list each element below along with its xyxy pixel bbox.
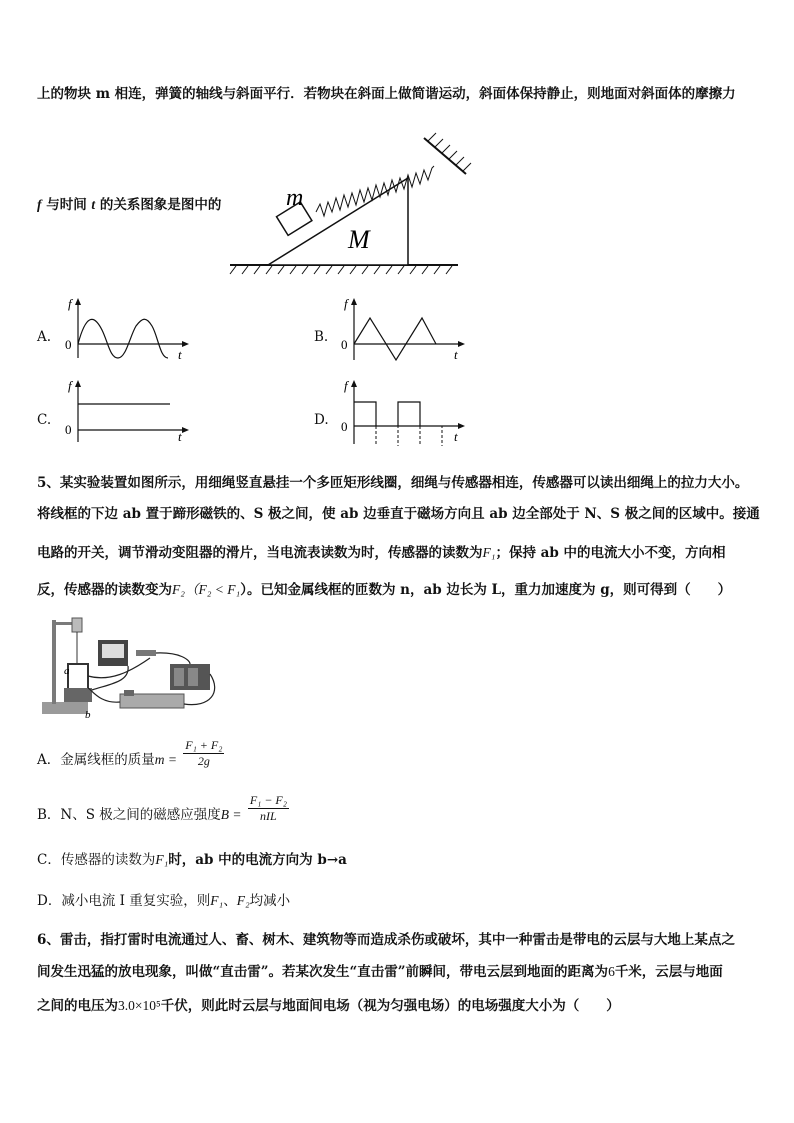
axis-zero: 0: [341, 419, 348, 434]
q5-option-d[interactable]: [37, 889, 290, 909]
lhs: B =: [220, 807, 242, 822]
axis-t: t: [178, 347, 182, 362]
q5-option-b[interactable]: [37, 793, 291, 824]
option-a-label[interactable]: A.: [37, 329, 52, 345]
axis-f: f: [344, 378, 348, 393]
text: 时，ab 中的电流方向为 b→a: [168, 852, 347, 868]
text: 千伏，则此时云层与地面间电场（视为匀强电场）的电场强度大小为（ ）: [160, 998, 620, 1014]
q6-line3: [37, 994, 620, 1014]
text: 与时间: [46, 197, 87, 213]
text: 、: [223, 893, 237, 909]
text: D．减小电流 I 重复实验，则: [37, 893, 211, 909]
q5-option-a[interactable]: [37, 738, 226, 769]
q5-option-c[interactable]: [37, 848, 347, 868]
q5-line4: [37, 578, 731, 598]
symbol-F1: F₁: [210, 893, 224, 908]
fraction: [248, 793, 289, 824]
condition: （F₂ < F₁: [184, 582, 241, 597]
axis-f: f: [68, 296, 72, 311]
axis-zero: 0: [341, 337, 348, 352]
text: ）。已知金属线框的匝数为 n，ab 边长为 L，重力加速度为 g，则可得到（ ）: [240, 582, 732, 598]
label-M: M: [348, 225, 370, 254]
label-m: m: [286, 185, 304, 211]
graph-b: [336, 296, 476, 364]
q6-line2: [37, 960, 723, 980]
graph-a: [60, 296, 200, 364]
axis-f: f: [68, 378, 72, 393]
q4-line2: [37, 193, 221, 213]
value-voltage: 3.0×10⁵: [118, 998, 161, 1013]
option-c-label[interactable]: C.: [37, 412, 52, 428]
q5-line3: [37, 541, 726, 561]
graph-d: [336, 378, 476, 446]
incline-spring-figure: [228, 118, 478, 278]
text: 电路的开关，调节滑动变阻器的滑片，当电流表读数为时，传感器的读数为: [37, 545, 483, 561]
symbol-F2: F₂: [172, 582, 185, 597]
var-t: t: [91, 197, 96, 212]
text: 均减小: [249, 893, 291, 909]
text: 之间的电压为: [37, 998, 118, 1014]
option-b-label[interactable]: B.: [314, 329, 329, 345]
axis-zero: 0: [65, 422, 72, 437]
symbol-F1: F₁: [155, 852, 169, 867]
graph-c: [60, 378, 200, 446]
numerator: F₁ − F₂: [249, 793, 287, 807]
q5-line2: 将线框的下边 ab 置于蹄形磁铁的、S 极之间，使 ab 边垂直于磁场方向且 ab 边全部处于 N、S 极之间的区域中。接通: [37, 506, 760, 522]
denominator: nIL: [260, 809, 277, 823]
fraction: [183, 738, 224, 769]
label-b: b: [85, 709, 91, 721]
text: 千米，云层与地面: [614, 964, 723, 980]
axis-f: f: [344, 296, 348, 311]
text: A．金属线框的质量: [37, 752, 155, 768]
axis-t: t: [454, 347, 458, 362]
value-distance: 6: [608, 964, 615, 979]
text: ；保持 ab 中的电流大小不变，方向相: [495, 545, 726, 561]
option-d-label[interactable]: D.: [314, 412, 329, 428]
symbol-F2: F₂: [236, 893, 250, 908]
axis-zero: 0: [65, 337, 72, 352]
symbol-F1: F₁: [482, 545, 496, 560]
text: 反，传感器的读数变为: [37, 582, 172, 598]
axis-t: t: [178, 429, 182, 444]
q5-line1: 5、某实验装置如图所示，用细绳竖直悬挂一个多匝矩形线圈，细绳与传感器相连，传感器可以读出细绳上的拉力大小。: [37, 475, 749, 491]
numerator: F₁ + F₂: [185, 738, 223, 752]
var-f: f: [37, 197, 42, 212]
apparatus-figure: [40, 612, 230, 722]
q4-line1: 上的物块 m 相连，弹簧的轴线与斜面平行．若物块在斜面上做简谐运动，斜面体保持静止，则地面对斜面体的摩擦力: [37, 86, 736, 102]
q6-line1: 6、雷击，指打雷时电流通过人、畜、树木、建筑物等而造成杀伤或破坏，其中一种雷击是带电的云层与大地上某点之: [37, 932, 735, 948]
axis-t: t: [454, 429, 458, 444]
label-a: a: [64, 665, 70, 677]
text: 的关系图象是图中的: [99, 197, 222, 213]
text: C．传感器的读数为: [37, 852, 156, 868]
denominator: 2g: [197, 754, 210, 768]
text: B．N、S 极之间的磁感应强度: [37, 807, 221, 823]
lhs: m =: [154, 752, 177, 767]
text: 间发生迅猛的放电现象，叫做“直击雷”。若某次发生“直击雷”前瞬间，带电云层到地面的距离为: [37, 964, 609, 980]
